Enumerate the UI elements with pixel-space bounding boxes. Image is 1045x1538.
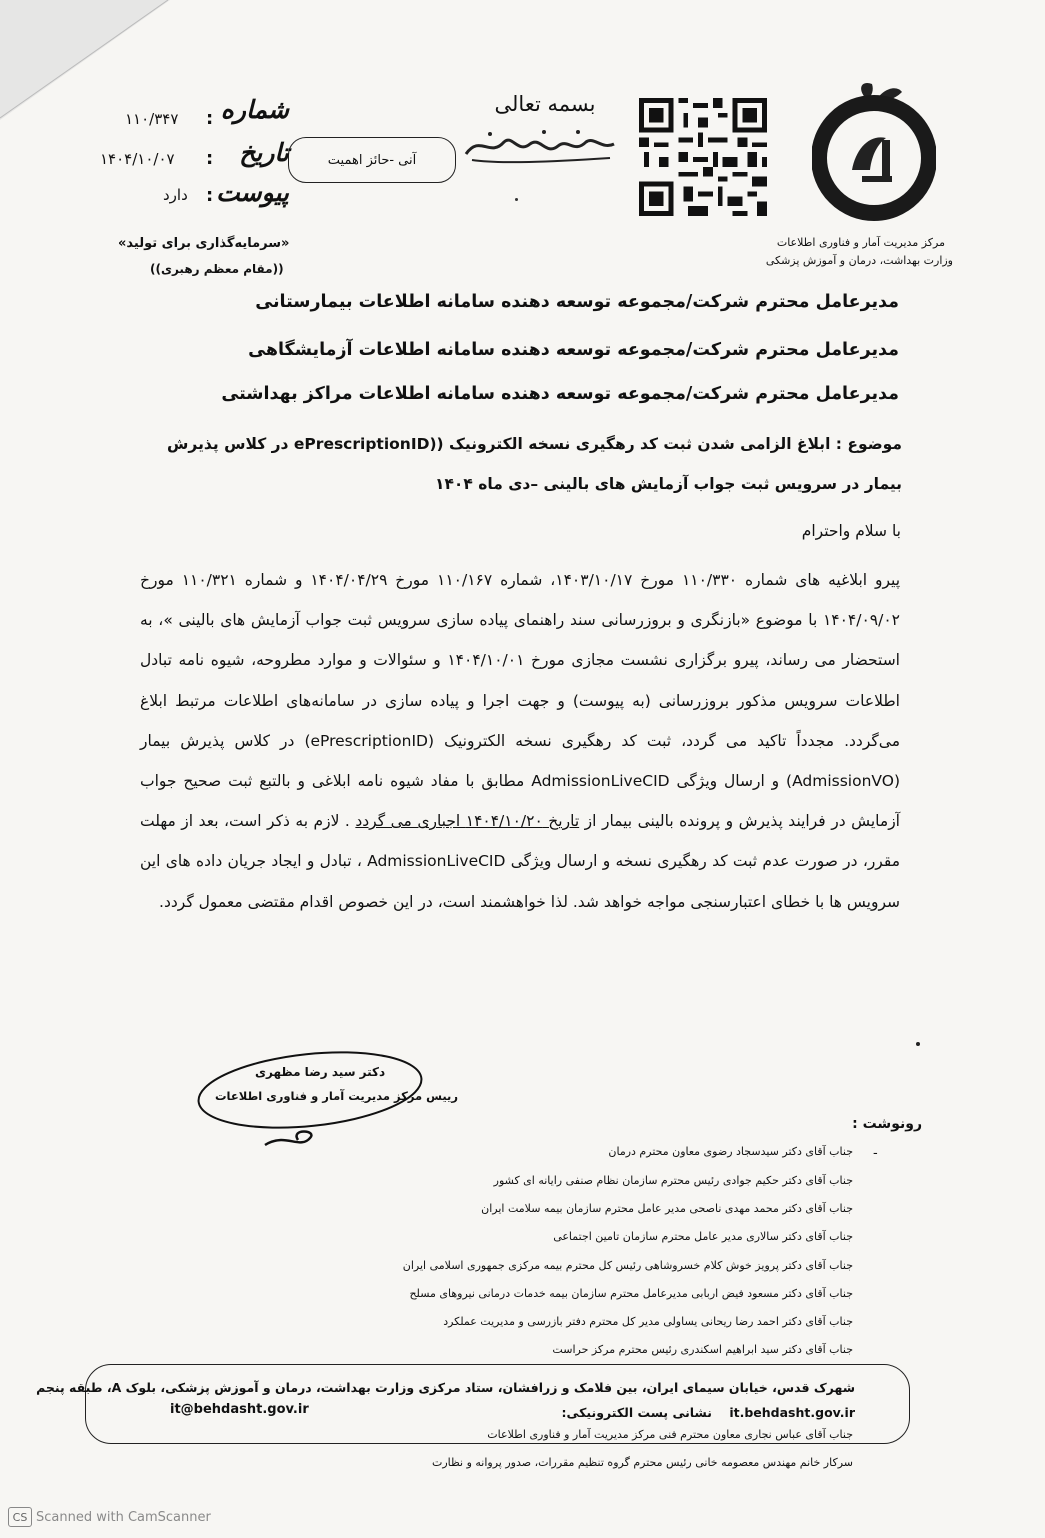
footer-website: it.behdasht.gov.ir (729, 1405, 855, 1420)
number-colon: : (206, 108, 214, 129)
body-text-part1: پیرو ابلاغیه های شماره ۱۱۰/۳۳۰ مورخ ۱۴۰۳/۱۰/۱۷، شماره ۱۱۰/۱۶۷ مورخ ۱۴۰۴/۰۴/۲۹ و شماره ۱۱۰/۳۲۱ مورخ ۱۴۰۴/۰۹/۰۲ با موضوع «بازنگری و بروزرسانی سند راهنمای پیاده سازی سرویس ثبت جواب آزمایش های بالینی »، به استحضار می رساند، پیرو برگزاری نشست مجازی مورخ ۱۴۰۴/۱۰/۰۱ و سئوالات و موارد مطروحه، شیوه نامه تبادل اطلاعات سرویس مذکور بروزرسانی (به پیوست) و جهت اجرا و پیاده سازی در سامانه‌های اطلاعات مرتبط ابلاغ می‌گردد. مجدداً تاکید می گردد، ثبت کد رهگیری نسخه الکترونیک (ePrescriptionID) در کلاس پذیرش بیمار (AdmissionVO) و ارسال ویژگی AdmissionLiveCID مطابق با مفاد شیوه نامه ابلاغی و بالتبع ثبت صحیح جواب آزمایش در فرایند پذیرش و پرونده بالینی بیمار از (140, 571, 901, 831)
cc-list-item: جناب آقای دکتر محمد مهدی ناصحی مدیر عامل محترم سازمان بیمه سلامت ایران (481, 1202, 853, 1215)
recipient-line: مدیرعامل محترم شرکت/مجموعه توسعه دهنده سامانه اطلاعات بیمارستانی (255, 292, 899, 312)
org-name-line1: مرکز مدیریت آمار و فناوری اطلاعات (776, 236, 945, 249)
cc-list-item: سرکار خانم مهندس معصومه خانی رئیس محترم گروه تنظیم مقررات، صدور پروانه و نظارت (432, 1456, 853, 1469)
cc-list-item: جناب آقای دکتر سیدسجاد رضوی معاون محترم درمان (608, 1145, 853, 1158)
letter-body (140, 560, 900, 922)
recipient-line: مدیرعامل محترم شرکت/مجموعه توسعه دهنده سامانه اطلاعات آزمایشگاهی (248, 340, 899, 360)
letter-number-value: ۱۱۰/۳۴۷ (125, 110, 179, 128)
page-corner-shadow (0, 0, 170, 120)
attachment-colon: : (206, 185, 214, 206)
date-colon: : (206, 148, 214, 169)
scanner-watermark-text: Scanned with CamScanner (36, 1510, 211, 1525)
deadline-underlined-text: تاریخ ۱۴۰۴/۱۰/۲۰ اجباری می گردد (355, 812, 580, 831)
bismillah-text: بسمه تعالی (494, 92, 596, 116)
ink-dot (515, 198, 518, 201)
ink-dot (916, 1042, 920, 1046)
footer-email: it@behdasht.gov.ir (170, 1402, 309, 1417)
logo-icon (812, 78, 936, 226)
org-name-line2: وزارت بهداشت، درمان و آموزش پزشکی (765, 254, 953, 267)
date-label: تاریخ (239, 138, 289, 167)
recipient-line: مدیرعامل محترم شرکت/مجموعه توسعه دهنده سامانه اطلاعات مراکز بهداشتی (221, 384, 899, 404)
cc-list-item: جناب آقای دکتر سالاری مدیر عامل محترم سازمان تامین اجتماعی (553, 1230, 853, 1243)
cc-list-item: جناب آقای دکتر سید ابراهیم اسکندری رئیس محترم مرکز حراست (552, 1343, 853, 1356)
slogan-calligraphy-icon (460, 124, 620, 168)
cc-title: رونوشت : (852, 1116, 922, 1132)
footer-address: شهرک قدس، خیابان سیمای ایران، بین فلامک و زرافشان، ستاد مرکزی وزارت بهداشت، درمان و آموزش پزشکی، بلوک A، طبقه پنجم (36, 1380, 855, 1395)
body-text-part2: . لازم به ذکر است، بعد از مهلت مقرر، در صورت عدم ثبت کد رهگیری نسخه و ارسال ویژگی AdmissionLiveCID ، تبادل و ایجاد جریان داده های این سرویس ها با خطای اعتبارسنجی مواجه خواهد شد. لذا خواهشمند است، در این خصوص اقدام مقتضی معمول گردد. (140, 812, 901, 911)
attachment-value: دارد (163, 186, 188, 204)
cc-list-item: جناب آقای عباس نجاری معاون محترم فنی مرکز مدیریت آمار و فناوری اطلاعات (487, 1428, 853, 1441)
camscanner-icon: CS (8, 1507, 32, 1527)
footer-contact-line (562, 1405, 855, 1420)
qr-code-icon (638, 98, 768, 216)
greeting: با سلام واحترام (801, 522, 901, 540)
cc-list-item: جناب آقای دکتر مسعود فیض اربابی مدیرعامل محترم سازمان بیمه خدمات درمانی نیروهای مسلح (409, 1287, 853, 1300)
priority-label: آنی -حائز اهمیت (327, 152, 417, 168)
footer-email-label: نشانی پست الکترونیکی: (561, 1405, 712, 1420)
priority-stamp (288, 137, 456, 183)
cc-list-item: جناب آقای دکتر احمد رضا ریحانی یساولی مدیر کل محترم دفتر بازرسی و مدیریت عملکرد (443, 1315, 853, 1328)
cc-list-item: جناب آقای دکتر حکیم جوادی رئیس محترم سازمان نظام صنفی رایانه ای کشور (493, 1174, 853, 1187)
cc-bullet: - (873, 1146, 878, 1161)
cc-list-item: جناب آقای دکتر پرویز خوش کلام خسروشاهی رئیس کل محترم بیمه مرکزی جمهوری اسلامی ایران (402, 1259, 853, 1272)
letter-subject: موضوع : ابلاغ الزامی شدن ثبت کد رهگیری نسخه الکترونیک ((ePrescriptionID در کلاس پذیرش بیمار در سرویس ثبت جواب آزمایش های بالینی –دی ماه ۱۴۰۴ (167, 435, 902, 493)
signer-name: دکتر سید رضا مظهری (255, 1065, 386, 1079)
attachment-label: پیوست (216, 178, 289, 207)
motto-line2: ((مقام معظم رهبری)) (150, 262, 284, 276)
letter-date-value: ۱۴۰۴/۱۰/۰۷ (100, 150, 175, 168)
number-label: شماره (220, 95, 289, 124)
motto-line1: «سرمایه‌گذاری برای تولید» (118, 236, 290, 251)
signer-title: رییس مرکز مدیریت آمار و فناوری اطلاعات (215, 1089, 458, 1103)
